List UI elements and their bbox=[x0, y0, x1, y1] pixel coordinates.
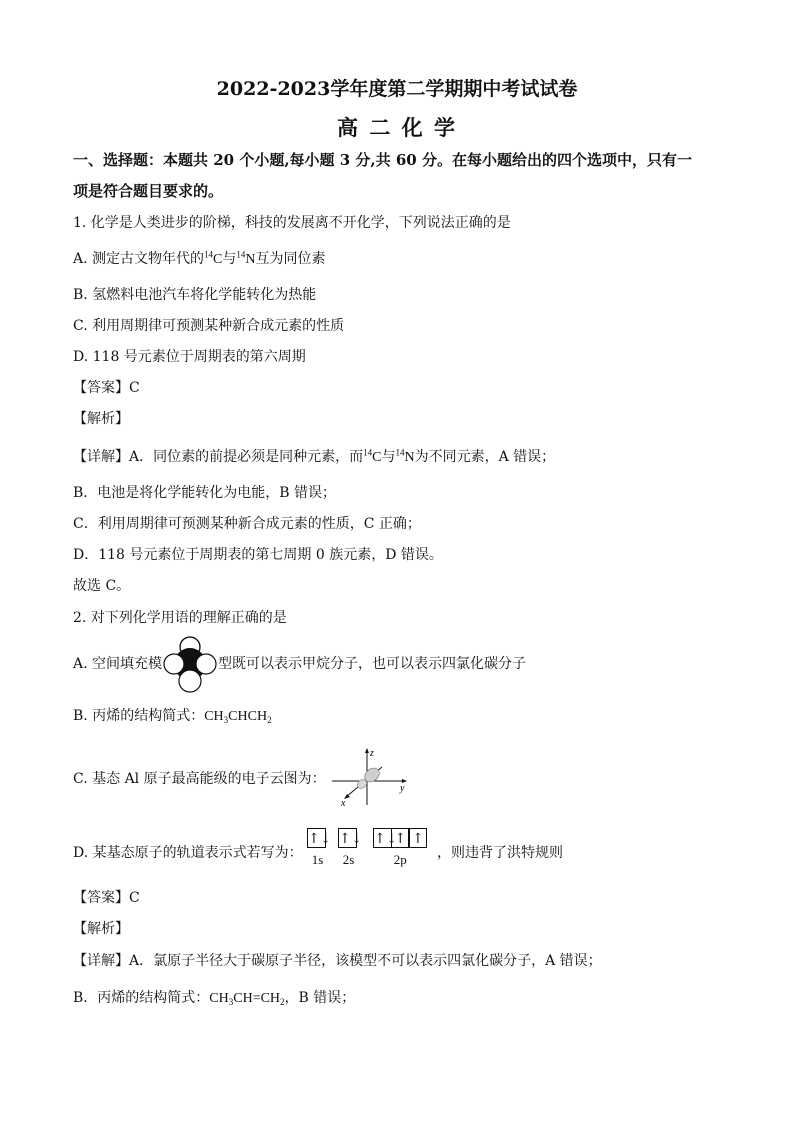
q1-option-a-prefix: A. 测定古文物年代的 bbox=[73, 251, 205, 267]
q2-b-formula-part2: CHCH bbox=[228, 709, 268, 724]
q2-b-formula-sub1: 3 bbox=[223, 715, 229, 725]
axis-y-label: y bbox=[400, 783, 405, 794]
q1-c-mass: 14 bbox=[204, 249, 214, 260]
q1-explain-d: D．118 号元素位于周期表的第七周期 0 族元素，D 错误。 bbox=[73, 547, 443, 563]
q1-option-d: D. 118 号元素位于周期表的第六周期 bbox=[73, 349, 306, 365]
q1-option-c: C. 利用周期律可预测某种新合成元素的性质 bbox=[73, 318, 345, 334]
subject-title: 高 二 化 学 bbox=[337, 115, 457, 140]
q1-detail-n-mass: 14 bbox=[395, 447, 405, 458]
q2-option-b-prefix: B. 丙烯的结构简式： bbox=[73, 708, 205, 724]
q1-detail-c-symbol: C bbox=[372, 450, 382, 465]
q1-option-a-mid: 与 bbox=[222, 251, 237, 267]
q2-explain-b-sub2: 2 bbox=[280, 997, 285, 1007]
q2-explain-b-sub1: 3 bbox=[228, 997, 234, 1007]
q1-explain-b: B．电池是将化学能转化为电能，B 错误； bbox=[73, 485, 337, 501]
q2-analysis-label: 【解析】 bbox=[73, 921, 129, 937]
q2-explain-b-prefix: B．丙烯的结构简式： bbox=[73, 990, 210, 1006]
q1-n-symbol: N bbox=[245, 252, 256, 267]
orbital-group-1s bbox=[307, 828, 332, 868]
q2-option-c: C. 基态 Al 原子最高能级的电子云图为： bbox=[73, 771, 326, 787]
section-heading-line1: 一、选择题：本题共 20 个小题,每小题 3 分,共 60 分。在每小题给出的四个选项中，只有一 bbox=[73, 151, 692, 169]
orbital-group-2p bbox=[373, 828, 427, 868]
orbital-group-2s bbox=[338, 828, 363, 868]
orbital-diagram bbox=[307, 828, 427, 868]
q2-b-formula-part1: CH bbox=[204, 709, 224, 724]
q1-c-symbol: C bbox=[213, 252, 223, 267]
orbital-label: 2s bbox=[342, 852, 355, 867]
q1-detail-mid: 与 bbox=[381, 449, 396, 465]
q2-option-a-suffix: 型既可以表示甲烷分子，也可以表示四氯化碳分子 bbox=[218, 656, 526, 672]
q1-stem: 1. 化学是人类进步的阶梯，科技的发展离不开化学，下列说法正确的是 bbox=[73, 215, 511, 231]
q2-explain-b bbox=[73, 989, 355, 1008]
q1-detail-prefix: 【详解】A．同位素的前提必须是同种元素，而 bbox=[73, 449, 364, 465]
q1-detail-n-symbol: N bbox=[404, 450, 415, 465]
axis-x-label: x bbox=[341, 798, 346, 809]
orbital-label: 1s bbox=[311, 852, 324, 867]
q1-option-a bbox=[73, 250, 325, 269]
q2-stem: 2. 对下列化学用语的理解正确的是 bbox=[73, 610, 287, 626]
q1-conclusion: 故选 C。 bbox=[73, 578, 131, 594]
q1-detail-c-mass: 14 bbox=[363, 447, 373, 458]
q1-detail bbox=[73, 448, 555, 467]
q2-detail-a: 【详解】A．氯原子半径大于碳原子半径，该模型不可以表示四氯化碳分子，A 错误； bbox=[73, 953, 602, 969]
orbital-box: ↑↓ bbox=[373, 828, 392, 848]
q1-answer: 【答案】C bbox=[73, 380, 140, 396]
q2-option-d-prefix: D. 某基态原子的轨道表示式若写为： bbox=[73, 845, 303, 861]
orbital-box: ↑↓ bbox=[307, 828, 326, 848]
exam-title: 2022-2023学年度第二学期期中考试试卷 bbox=[216, 78, 578, 100]
q2-option-a-prefix: A. 空间填充模 bbox=[73, 656, 163, 672]
orbital-box: ↑ bbox=[391, 828, 410, 848]
q1-detail-suffix: 为不同元素，A 错误； bbox=[414, 449, 556, 465]
q2-option-b bbox=[73, 707, 272, 726]
q2-b-formula-sub2: 2 bbox=[267, 715, 272, 725]
electron-cloud-diagram bbox=[328, 747, 414, 809]
space-filling-model-icon bbox=[162, 635, 218, 693]
orbital-label: 2p bbox=[393, 852, 407, 867]
q1-analysis-label: 【解析】 bbox=[73, 411, 129, 427]
orbital-box: ↑↓ bbox=[338, 828, 357, 848]
orbital-box: ↑ bbox=[408, 828, 427, 848]
q1-explain-c: C．利用周期律可预测某种新合成元素的性质，C 正确； bbox=[73, 516, 421, 532]
q2-explain-b-part1: CH bbox=[209, 991, 229, 1006]
q2-option-d-suffix: ，则违背了洪特规则 bbox=[437, 845, 563, 861]
section-heading-line2: 项是符合题目要求的。 bbox=[73, 182, 224, 200]
axis-z-label: z bbox=[370, 748, 374, 759]
q1-option-b: B. 氢燃料电池汽车将化学能转化为热能 bbox=[73, 287, 317, 303]
q1-n-mass: 14 bbox=[236, 249, 246, 260]
q2-answer: 【答案】C bbox=[73, 890, 140, 906]
q1-option-a-suffix: 互为同位素 bbox=[255, 251, 326, 267]
q2-explain-b-part2: CH=CH bbox=[233, 991, 281, 1006]
q2-explain-b-suffix: ，B 错误； bbox=[284, 990, 356, 1006]
